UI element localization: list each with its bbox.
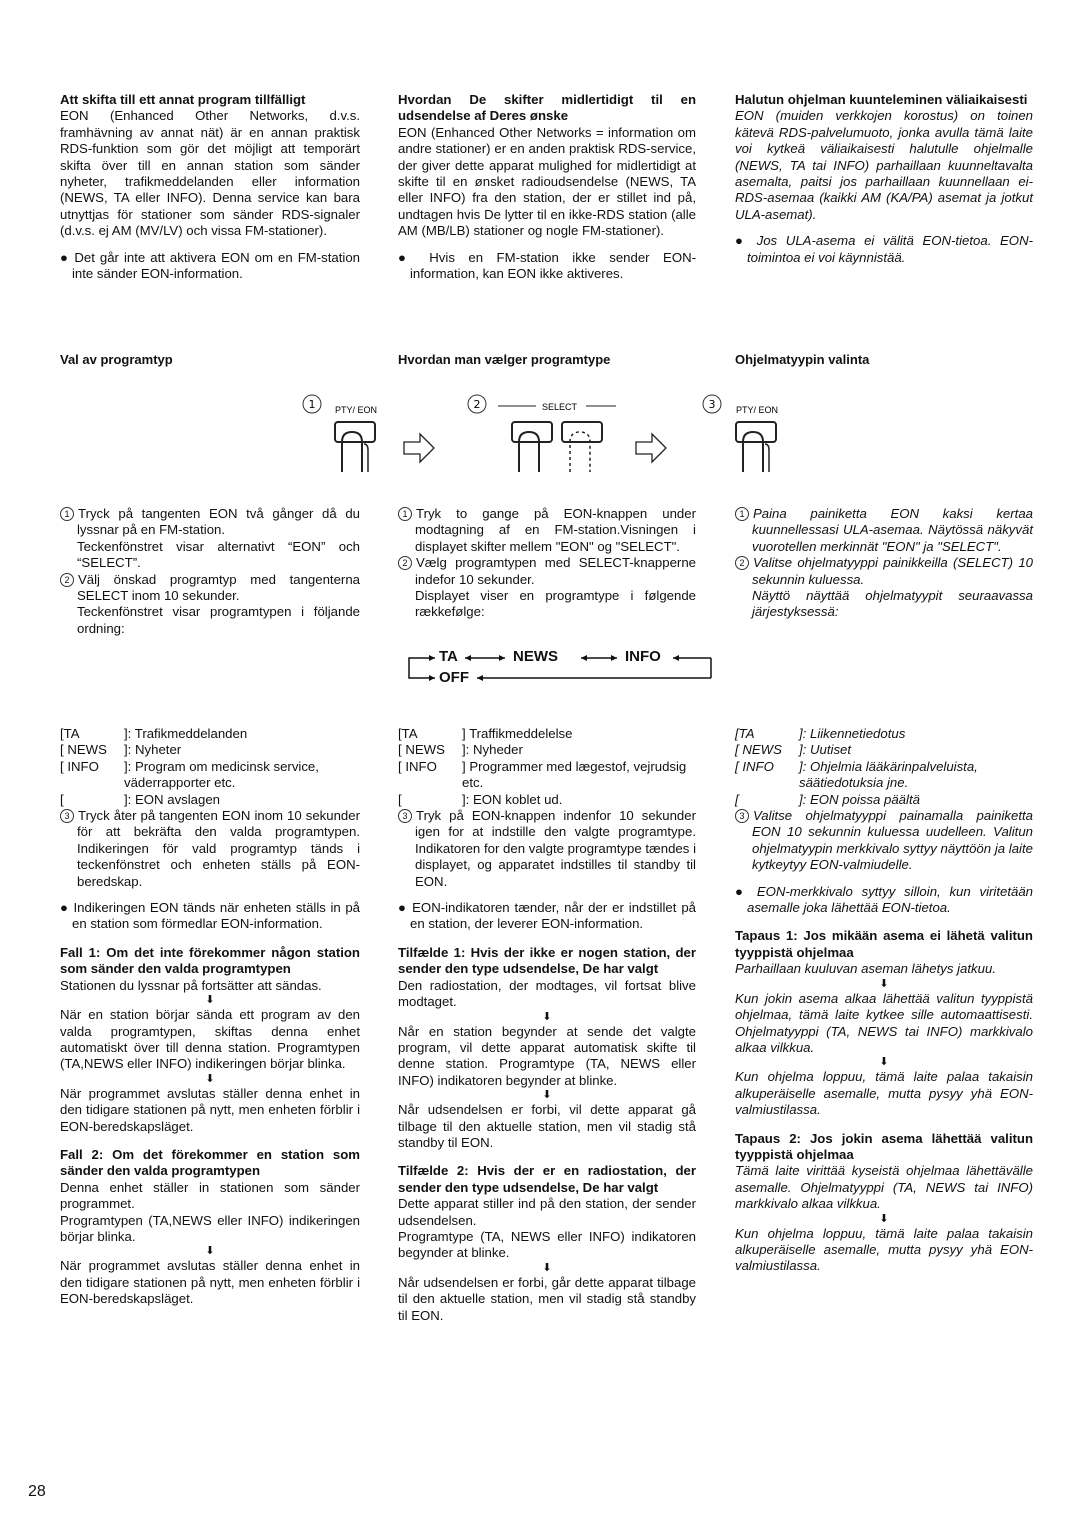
step-number-1: 1 — [308, 398, 316, 411]
case-1-heading: Tilfælde 1: Hvis der ikke er nogen station, der sender den type udsendelse, De har valgt — [398, 944, 696, 977]
case-1-text-c: Når udsendelsen er forbi, vil dette apparat gå tilbage til den aktuelle station, men vil stadig stå standby til EON. — [398, 1102, 696, 1150]
lower-swedish — [60, 726, 360, 1308]
case-2-text-a: Denna enhet ställer in stationen som sänder programmet. — [60, 1179, 360, 1212]
seq-ta: TA — [439, 648, 458, 665]
down-arrow-icon: ⬇ — [205, 994, 215, 1007]
seq-news: NEWS — [513, 648, 558, 665]
section-title-swedish: Val av programtyp — [60, 352, 173, 367]
intro-text: EON (muiden verkkojen korostus) on toinen kätevä RDS-palvelumuoto, jonka avulla tämä laite voi kytkeä väliaikaisesti halutulle ohjelmalle (NEWS, TA tai INFO) parhaillaan kuunneltavalta asemalta, paitsi jos parhaillaan kuunnellaan ei-RDS-asemaa (kaikki AM (KA/PA) asemat ja jotkut ULA-asemat). — [735, 108, 1033, 222]
heading: Halutun ohjelman kuunteleminen väliaikaisesti — [735, 92, 1028, 107]
step-number-2: 2 — [473, 398, 481, 411]
seq-off: OFF — [439, 669, 469, 686]
select-label: SELECT — [542, 402, 578, 412]
down-arrow-icon: ⬇ — [542, 1010, 552, 1023]
steps-finnish — [735, 506, 1033, 621]
case-1-text-a: Parhaillaan kuuluvan aseman lähetys jatkuu. — [735, 961, 996, 977]
down-arrow-icon: ⬇ — [205, 1072, 215, 1085]
intro-text: EON (Enhanced Other Networks, d.v.s. framhävning av annat nät) är en annan praktisk RDS-funktion som gör det möjligt att temporärt skifta över till en annan station som sänder nyheter, trafikmeddelanden eller information (NEWS, TA eller INFO). Denna service kan bara utnyttjas för stationer som sänder RDS-signaler (d.v.s. ej AM (MV/LV) och vissa FM-stationer). — [60, 108, 360, 239]
step-1: 1 Tryck på tangenten EON två gånger då du lyssnar på en FM-station. — [60, 506, 360, 539]
program-type-table: [TA ]: Liikennetiedotus [ NEWS ]: Uutiset [ INFO ]: Ohjelmia lääkärinpalveluista, säätiedotuksia jne. [ ]: EON poissa päältä — [735, 726, 978, 807]
arrow-right-icon — [636, 434, 666, 462]
case-1-heading: Fall 1: Om det inte förekommer någon station som sänder den valda programtypen — [60, 944, 360, 977]
pty-eon-label-1: PTY/ EON — [335, 405, 378, 415]
pty-eon-label-3: PTY/ EON — [736, 405, 779, 415]
page-number: 28 — [28, 1483, 46, 1500]
step-2-note: Teckenfönstret visar programtypen i följande ordning: — [77, 604, 360, 636]
case-2-text-c: Når udsendelsen er forbi, går dette apparat tilbage til den aktuelle station, men vil stadig stå standby til EON. — [398, 1274, 696, 1323]
lower-finnish — [735, 726, 1033, 1275]
case-1-heading: Tapaus 1: Jos mikään asema ei lähetä valitun tyyppistä ohjelmaa — [735, 928, 1033, 960]
program-type-table: [TA ] Traffikmeddelelse [ NEWS ]: Nyheder [ INFO ] Programmer med lægestof, vejrudsig etc. [ ]: EON koblet ud. — [398, 726, 687, 807]
case-1-text-c: Kun ohjelma loppuu, tämä laite palaa takaisin alkuperäiselle asemalle, mutta pysyy yhä EON-valmiustilassa. — [735, 1069, 1033, 1118]
case-2-heading: Fall 2: Om det förekommer en station som sänder den valda programtypen — [60, 1146, 360, 1179]
case-2-heading: Tilfælde 2: Hvis der er en radiostation, der sender den type udsendelse, De har valgt — [398, 1163, 696, 1195]
bullet-note: ● Hvis en FM-station ikke sender EON-information, kan EON ikke aktiveres. — [398, 249, 696, 282]
step-3-button — [703, 395, 778, 472]
down-arrow-icon: ⬇ — [879, 1212, 889, 1225]
program-type-sequence — [405, 646, 717, 690]
down-arrow-icon: ⬇ — [879, 1056, 889, 1069]
case-2-heading: Tapaus 2: Jos jokin asema lähettää valitun tyyppistä ohjelmaa — [735, 1130, 1033, 1162]
down-arrow-icon: ⬇ — [542, 1261, 552, 1274]
button-sequence-diagram — [280, 390, 800, 490]
arrow-right-icon — [404, 434, 434, 462]
bullet-note: ● Jos ULA-asema ei välitä EON-tietoa. EON-toimintoa ei voi käynnistää. — [735, 233, 1033, 265]
step-2-buttons — [468, 395, 616, 472]
bullet-note: ● Indikeringen EON tänds när enheten ställs in på en station som förmedlar EON-information. — [60, 900, 360, 932]
step-3: 3 Valitse ohjelmatyyppi painamalla painiketta EON 10 sekunnin kuluessa uudelleen. Valitun ohjelmatyypin merkkivalo syttyy näyttöön ja laite kytkeytyy EON-valmiudelle. — [735, 808, 1033, 874]
seq-info: INFO — [625, 648, 661, 665]
bullet-note: ● Det går inte att aktivera EON om en FM-station inte sänder EON-information. — [60, 249, 360, 282]
program-type-table: [TA ]: Trafikmeddelanden [ NEWS ]: Nyheter [ INFO ]: Program om medicinsk service, väderrapporter etc. [ ]: EON avslagen — [60, 726, 319, 807]
case-2-text-b: Programtype (TA, NEWS eller INFO) indikatoren begynder at blinke. — [398, 1228, 696, 1261]
step-2: 2 Valitse ohjelmatyyppi painikkeilla (SELECT) 10 sekunnin kuluessa. — [735, 555, 1033, 588]
steps-swedish — [60, 506, 360, 637]
step-1: 1 Paina painiketta EON kaksi kertaa kuunnellessasi ULA-asemaa. Näytössä näkyvät vuorotellen merkinnät "EON" ja "SELECT". — [735, 506, 1033, 555]
step-2: 2 Vælg programtypen med SELECT-knapperne indefor 10 sekunder. — [398, 555, 696, 588]
step-1-button — [303, 395, 377, 472]
steps-danish — [398, 506, 696, 621]
case-1-text-c: När programmet avslutas ställer denna enhet in den tidigare stationen på nytt, men enheten förblir i EON-beredskapsläget. — [60, 1085, 360, 1134]
intro-text: EON (Enhanced Other Networks = information om andre stationer) er en anden praktisk RDS-service, der giver dette apparat mulighed for midlertidigt at skifte til en ønsket radioudsendelse (NEWS, TA eller INFO) fra den station, der er stillet ind på, undtagen hvis De lytter til en ikke-RDS station (alle AM (MB/LB) stationer og nogle FM-stationer). — [398, 124, 696, 239]
step-2-note: Näyttö näyttää ohjelmatyypit seuraavassa järjestyksessä: — [752, 588, 1033, 620]
case-2-text-a: Dette apparat stiller ind på den station, der sender udsendelsen. — [398, 1196, 696, 1228]
case-1-text-a: Stationen du lyssnar på fortsätter att sändas. — [60, 977, 322, 993]
step-2-note: Displayet viser en programtype i følgende rækkefølge: — [415, 588, 696, 620]
heading: Hvordan De skifter midlertidigt til en udsendelse af Deres ønske — [398, 92, 696, 124]
case-1-text-b: Kun jokin asema alkaa lähettää valitun tyyppistä ohjelmaa, tämä laite kytkee sille automaattisesti. Ohjelmatyyppi (TA, NEWS tai INFO) markkivalo alkaa vilkkua. — [735, 990, 1033, 1055]
section-title-finnish: Ohjelmatyypin valinta — [735, 352, 870, 367]
lower-danish — [398, 726, 696, 1324]
case-2-text-c: Kun ohjelma loppuu, tämä laite palaa takaisin alkuperäiselle asemalle, mutta pysyy yhä EON-valmiustilassa. — [735, 1225, 1033, 1274]
case-1-text-a: Den radiostation, der modtages, vil fortsat blive modtaget. — [398, 977, 696, 1010]
step-2: 2 Välj önskad programtyp med tangenterna SELECT inom 10 sekunder. — [60, 572, 360, 605]
down-arrow-icon: ⬇ — [542, 1089, 552, 1102]
case-2-text-b: Programtypen (TA,NEWS eller INFO) indikeringen börjar blinka. — [60, 1212, 360, 1244]
heading: Att skifta till ett annat program tillfälligt — [60, 92, 306, 107]
down-arrow-icon: ⬇ — [205, 1245, 215, 1258]
step-1: 1 Tryk to gange på EON-knappen under modtagning af en FM-station.Visningen i displayet skifter mellem "EON" og "SELECT". — [398, 506, 696, 555]
bullet-note: ● EON-merkkivalo syttyy silloin, kun viritetään asemalle joka lähettää EON-tietoa. — [735, 883, 1033, 916]
section-title-danish: Hvordan man vælger programtype — [398, 352, 611, 367]
case-1-text-b: När en station börjar sända ett program av den valda programtypen, skiftas denna enhet automatiskt över till denna station. Programtypen (TA,NEWS eller INFO) indikeringen börjar blinka. — [60, 1007, 360, 1072]
step-1-note: Teckenfönstret visar alternativt “EON” och “SELECT”. — [77, 538, 360, 571]
step-number-3: 3 — [708, 398, 716, 411]
case-2-text-c: När programmet avslutas ställer denna enhet in den tidigare stationen på nytt, men enheten förblir i EON-beredskapsläget. — [60, 1258, 360, 1307]
case-1-text-b: Når en station begynder at sende det valgte program, vil dette apparat automatisk skifte til denne station. Programtype (TA, NEWS eller INFO) indikatoren begynder at blinke. — [398, 1023, 696, 1088]
step-3: 3 Tryck åter på tangenten EON inom 10 sekunder för att bekräfta den valda programtypen. Indikeringen för vald programtyp tänds i teckenfönstret och enheten ställs på EON-beredskap. — [60, 808, 360, 890]
bullet-note: ● EON-indikatoren tænder, når der er indstillet på en station, der leverer EON-information. — [398, 900, 696, 932]
case-2-text-a: Tämä laite virittää kyseistä ohjelmaa lähettävälle asemalle. Ohjelmatyyppi (TA, NEWS tai INFO) markkivalo alkaa vilkkua. — [735, 1163, 1033, 1212]
down-arrow-icon: ⬇ — [879, 977, 889, 990]
step-3: 3 Tryk på EON-knappen indenfor 10 sekunder igen for at indstille den valgte programtype. Indikatoren for den valgte programtype tændes i displayet, og apparatet indstilles til standby til EON. — [398, 808, 696, 890]
